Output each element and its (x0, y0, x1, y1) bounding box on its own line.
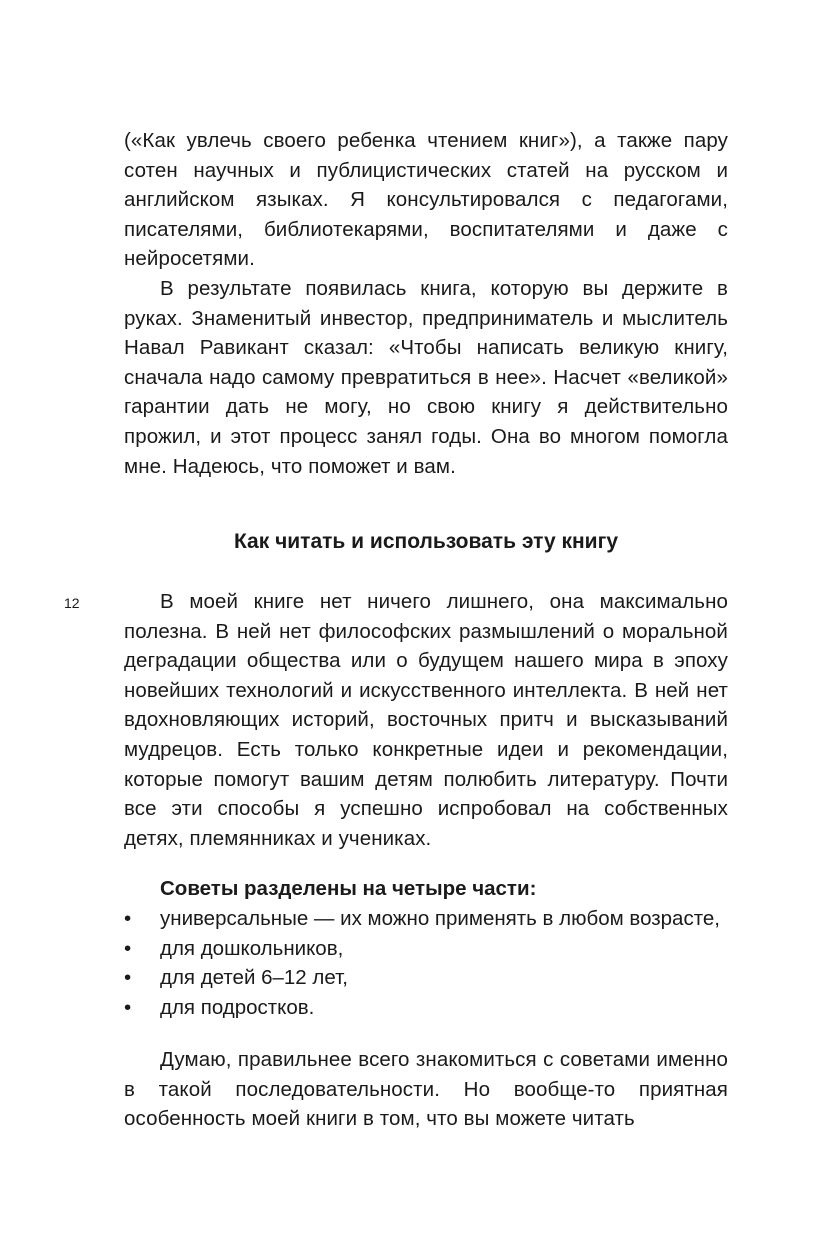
section-heading: Как читать и использовать эту книгу (233, 530, 619, 553)
list-item (124, 963, 728, 993)
list-item (124, 993, 728, 1023)
tips-title: Советы разделены на четыре части: (160, 877, 537, 900)
section-body (124, 587, 728, 853)
intro-text (124, 126, 728, 481)
section-paragraph-1: В моей книге нет ничего лишнего, она максимально полезна. В ней нет философских размышлений о моральной деградации общества или о будущем нашего мира в эпоху новейших технологий и искусственного интеллекта. В ней нет вдохновляющих историй, восточных притч и высказываний мудрецов. Есть только конкретные идеи и рекомендации, которые помогут вашим детям полюбить литературу. Почти все эти способы я успешно испробовал на собственных детях, племянниках и учениках. (124, 590, 728, 850)
page-number: 12 (64, 595, 80, 611)
tips-list (124, 904, 728, 1022)
list-item (124, 904, 728, 934)
list-item-text: для детей 6–12 лет, (160, 966, 348, 990)
bullet-icon: • (124, 936, 132, 960)
bullet-icon: • (124, 966, 132, 990)
intro-paragraph-1: («Как увлечь своего ребенка чтением книг»), а также пару сотен научных и публицистических статей на русском и английском языках. Я консультировался с педагогами, писателями, библиотекарями, воспитателями и даже с нейросетями. (124, 129, 728, 271)
list-item-text: универсальные — их можно применять в любом возрасте, (160, 907, 720, 930)
list-item (124, 934, 728, 964)
list-item-text: для дошкольников, (160, 936, 344, 960)
section-paragraph-2: Думаю, правильнее всего знакомиться с советами именно в такой последовательности. Но вообще-то приятная особенность моей книги в том, что вы можете читать (124, 1048, 728, 1131)
bullet-icon: • (124, 995, 132, 1019)
intro-paragraph-2: В результате появилась книга, которую вы держите в руках. Знаменитый инвестор, предприниматель и мыслитель Навал Равикант сказал: «Чтобы написать великую книгу, сначала надо самому превратиться в нее». Насчет «великой» гарантии дать не могу, но свою книгу я действительно прожил, и этот процесс занял годы. Она во многом помогла мне. Надеюсь, что поможет и вам. (124, 276, 728, 478)
closing-text (124, 1045, 728, 1134)
bullet-icon: • (124, 907, 132, 930)
list-item-text: для подростков. (160, 995, 315, 1019)
